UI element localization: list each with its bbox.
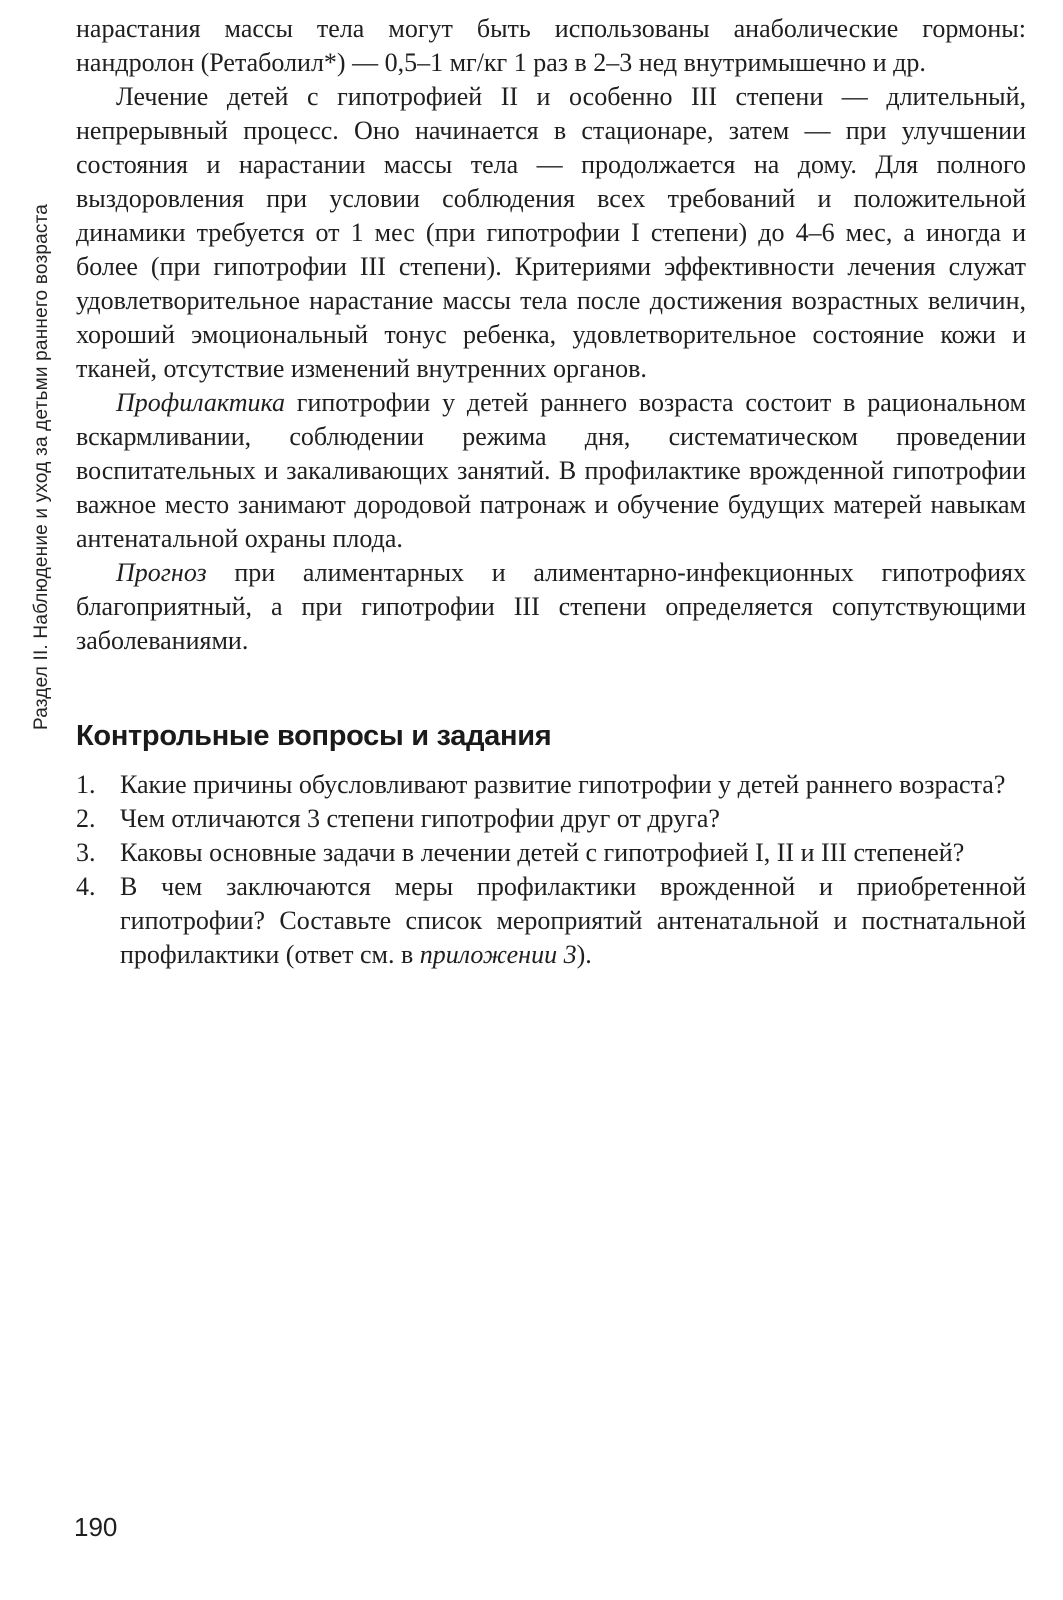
question-text: Чем отличаются 3 степени гипотрофии друг от друга? bbox=[120, 804, 720, 833]
prognosis-text: при алиментарных и алиментарно-инфекционных гипотрофиях благоприятный, а при гипотрофии III степени определяется сопутствующими заболеваниями. bbox=[76, 558, 1026, 655]
list-item bbox=[76, 802, 1026, 836]
section-title: Контрольные вопросы и задания bbox=[76, 720, 552, 752]
appendix-reference: приложении 3 bbox=[419, 940, 577, 969]
question-number: 2. bbox=[76, 804, 96, 833]
paragraph-prevention bbox=[76, 386, 1026, 556]
question-text: Какие причины обусловливают развитие гипотрофии у детей раннего возраста? bbox=[120, 770, 1006, 799]
paragraph-treatment: Лечение детей с гипотрофией II и особенно III степени — длительный, непрерывный процесс. Оно начинается в стационаре, затем — при улучшении состояния и нарастании массы тела — продолжается на дому. Для полного выздоровления при условии соблюдения всех требований и положительной динамики требуется от 1 мес (при гипотрофии I степени) до 4–6 мес, а иногда и более (при гипотрофии III степени). Критериями эффективности лечения служат удовлетворительное нарастание массы тела после достижения возрастных величин, хороший эмоциональный тонус ребенка, удовлетворительное состояние кожи и тканей, отсутствие изменений внутренних органов. bbox=[76, 82, 1026, 383]
paragraph-continued: нарастания массы тела могут быть использованы анаболические гормоны: нандролон (Ретаболил*) — 0,5–1 мг/кг 1 раз в 2–3 нед внутримышечно и др. bbox=[76, 14, 1026, 77]
list-item bbox=[76, 768, 1026, 802]
prevention-lead-term: Профилактика bbox=[116, 388, 285, 417]
list-item bbox=[76, 870, 1026, 972]
list-item bbox=[76, 836, 1026, 870]
question-number: 3. bbox=[76, 838, 96, 867]
page-body bbox=[76, 12, 1026, 972]
running-header: Раздел II. Наблюдение и уход за детьми раннего возраста bbox=[31, 203, 52, 730]
question-number: 1. bbox=[76, 770, 96, 799]
page-number: 190 bbox=[74, 1512, 118, 1542]
paragraph-prognosis bbox=[76, 556, 1026, 658]
question-text: Каковы основные задачи в лечении детей с гипотрофией I, II и III степеней? bbox=[120, 838, 965, 867]
question-number: 4. bbox=[76, 872, 96, 901]
prevention-text: гипотрофии у детей раннего возраста состоит в рациональном вскармливании, соблюдении режима дня, систематическом проведении воспитательных и закаливающих занятий. В профилактике врожденной гипотрофии важное место занимают дородовой патронаж и обучение будущих матерей навыкам антенатальной охраны плода. bbox=[76, 388, 1026, 553]
prognosis-lead-term: Прогноз bbox=[116, 558, 207, 587]
question-text-tail: ). bbox=[576, 940, 592, 969]
questions-list bbox=[76, 768, 1026, 972]
question-text: В чем заключаются меры профилактики врожденной и приобретенной гипотрофии? Составьте список мероприятий антенатальной и постнатальной профилактики (ответ см. в bbox=[120, 872, 1026, 969]
